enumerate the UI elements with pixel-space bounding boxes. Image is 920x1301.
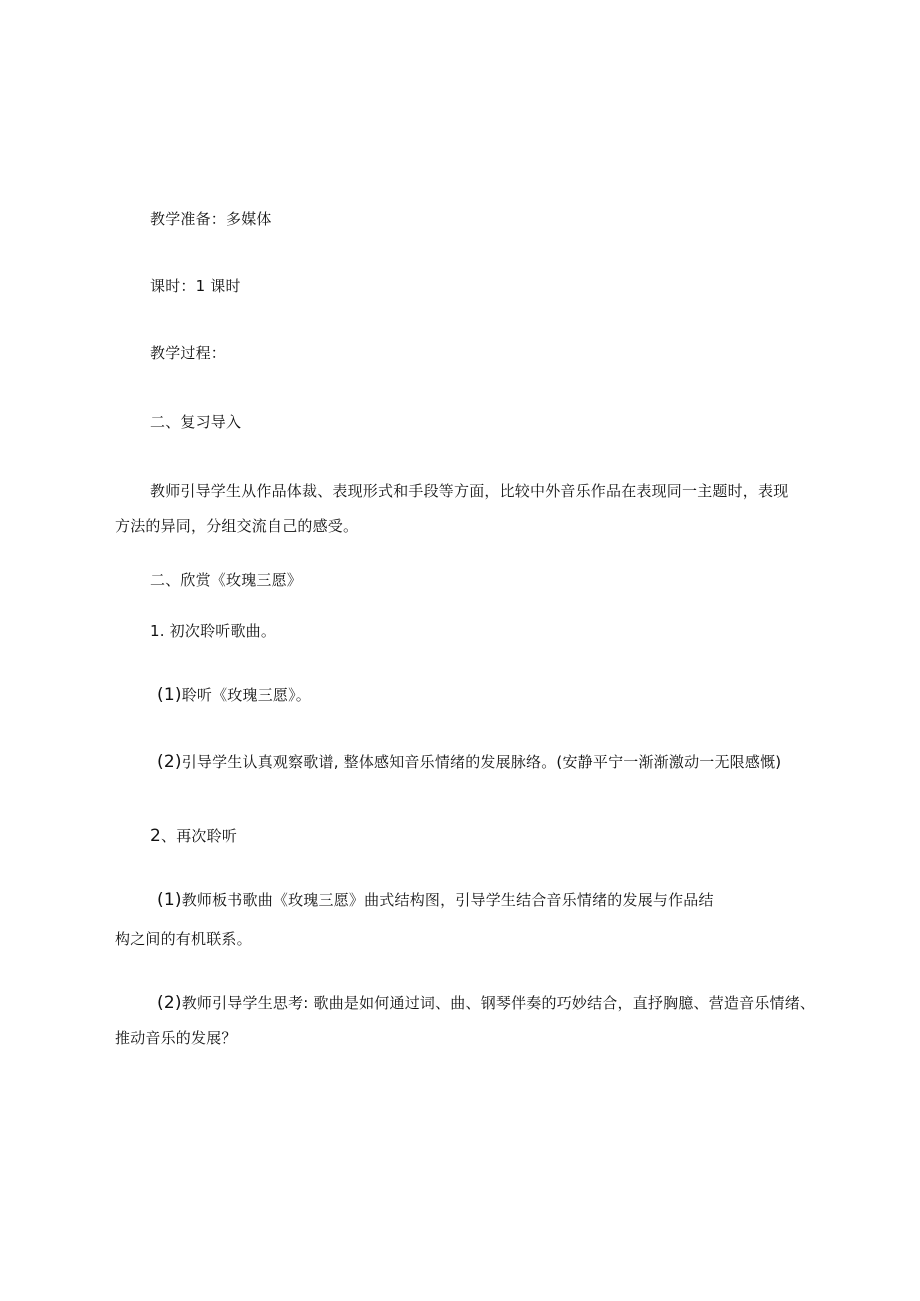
class-hours-line: 课时：1 课时	[150, 277, 241, 295]
teaching-process-heading: 教学过程：	[150, 344, 227, 362]
teaching-prep-line: 教学准备：多媒体	[150, 210, 272, 228]
step2-item2-line-1	[157, 993, 815, 1013]
step1-item1-number: (1)	[157, 685, 182, 705]
step1-item2-number: (2)	[157, 752, 182, 772]
step1-item2-text: 引导学生认真观察歌谱, 整体感知音乐情绪的发展脉络。(安静平宁一渐渐激动一无限感慨)	[181, 753, 782, 771]
step2-item1-text-line-1: 教师板书歌曲《玫瑰三愿》曲式结构图，引导学生结合音乐情绪的发展与作品结	[181, 891, 714, 909]
review-paragraph-line-1: 教师引导学生从作品体裁、表现形式和手段等方面，比较中外音乐作品在表现同一主题时，表现	[150, 482, 789, 500]
section-review-heading: 二、复习导入	[150, 413, 242, 431]
step2-item2-text-line-1: 教师引导学生思考: 歌曲是如何通过词、曲、钢琴伴奏的巧妙结合，直抒胸臆、营造音乐情绪、	[181, 994, 816, 1012]
step2-item1-line-1	[157, 890, 714, 910]
step1-heading: 1. 初次聆听歌曲。	[150, 622, 277, 640]
step2-item1-line-2: 构之间的有机联系。	[115, 930, 252, 948]
step2-heading-number: 2	[150, 826, 162, 846]
step1-item1	[157, 685, 311, 705]
step2-item2-line-2: 推动音乐的发展？	[115, 1029, 237, 1047]
review-paragraph-line-2: 方法的异同，分组交流自己的感受。	[115, 517, 359, 535]
step2-item1-number: (1)	[157, 890, 182, 910]
section-appreciate-heading: 二、欣赏《玫瑰三愿》	[150, 571, 303, 589]
step2-item2-number: (2)	[157, 993, 182, 1013]
step2-heading	[150, 826, 237, 846]
step1-item1-text: 聆听《玫瑰三愿》。	[181, 686, 311, 704]
step2-heading-text: 、再次聆听	[161, 827, 238, 845]
step1-item2	[157, 752, 781, 772]
